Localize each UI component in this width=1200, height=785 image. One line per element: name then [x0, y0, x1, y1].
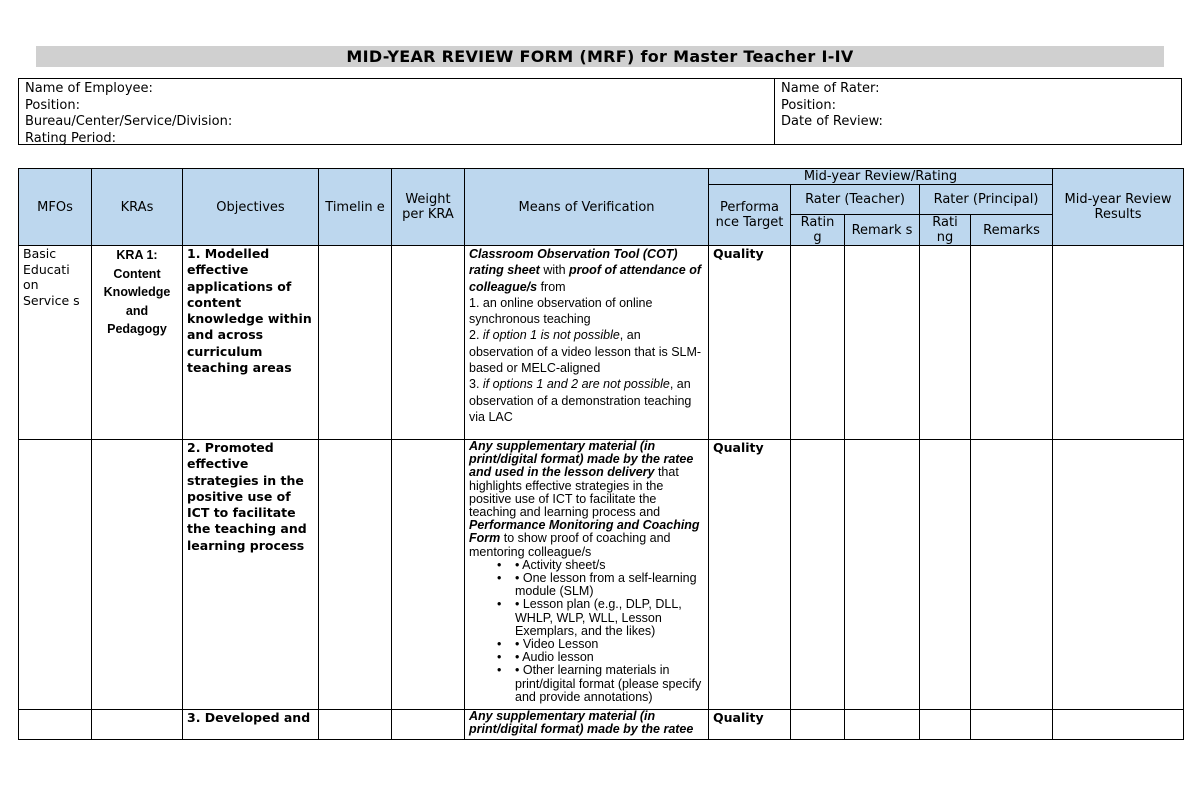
- rating-cell: [920, 440, 971, 710]
- remarks-cell: [971, 246, 1053, 440]
- employee-info-box: [18, 78, 1182, 145]
- objective-cell: 2. Promoted effective strategies in the positive use of ICT to facilitate the teaching and learning process: [183, 440, 319, 710]
- weight-cell: [392, 710, 465, 740]
- mov-highlight-text: that highlights effective strategies in the positive use of ICT to facilitate the teaching and learning process and: [469, 465, 679, 520]
- mfo-cell: [19, 440, 92, 710]
- kra-cell: [92, 440, 183, 710]
- header-kras: KRAs: [92, 169, 183, 246]
- rating-cell: [791, 710, 845, 740]
- results-cell: [1053, 710, 1184, 740]
- mov-option3-num: 3.: [469, 377, 483, 392]
- header-weight: Weight per KRA: [392, 169, 465, 246]
- rater-name-label: Name of Rater:: [781, 81, 880, 96]
- remarks-cell: [845, 440, 920, 710]
- table-row: [19, 246, 1184, 440]
- employee-position-label: Position:: [25, 97, 80, 113]
- header-objectives: Objectives: [183, 169, 319, 246]
- mov-proof-text: proof of attendance of colleague/s: [469, 263, 701, 294]
- mov-material-text: Any supplementary material (in print/digital format) made by the ratee and used in the lesson delivery: [469, 439, 694, 480]
- mov-list: [469, 559, 704, 704]
- header-rating-teacher: Ratin g: [791, 215, 845, 246]
- mov-proof-text: to show proof of coaching and mentoring colleague/s: [469, 531, 671, 559]
- header-mfos: MFOs: [19, 169, 92, 246]
- objective-cell: 1. Modelled effective applications of content knowledge within and across curriculum teaching areas: [183, 246, 319, 440]
- list-item: • • Video Lesson: [497, 638, 704, 651]
- header-results: Mid-year Review Results: [1053, 169, 1184, 246]
- rating-cell: [920, 246, 971, 440]
- review-table: [18, 168, 1184, 740]
- mov-option3-cond: if options 1 and 2 are not possible: [482, 377, 670, 392]
- table-row: [19, 440, 1184, 710]
- header-rater-principal: Rater (Principal): [920, 185, 1053, 215]
- rating-cell: [791, 246, 845, 440]
- rating-cell: [920, 710, 971, 740]
- mov-option1-text: 1. an online observation of online synchronous teaching: [469, 295, 653, 327]
- bureau-label: Bureau/Center/Service/Division:: [25, 114, 233, 129]
- objective-cell: 3. Developed and: [183, 710, 319, 740]
- rater-info-right: [781, 81, 883, 131]
- mov-material-text: Any supplementary material (in print/digital format) made by the ratee: [469, 709, 694, 737]
- remarks-cell: [845, 710, 920, 740]
- weight-cell: [392, 246, 465, 440]
- timeline-cell: [319, 246, 392, 440]
- header-performance-target: Performa nce Target: [709, 185, 791, 246]
- employee-info-left: [25, 81, 232, 147]
- performance-target-cell: Quality: [709, 710, 791, 740]
- mov-option2-cond: if option 1 is not possible: [482, 328, 620, 343]
- mfo-cell: Basic Educati on Service s: [19, 246, 92, 440]
- header-remarks-teacher: Remark s: [845, 215, 920, 246]
- remarks-cell: [845, 246, 920, 440]
- timeline-cell: [319, 710, 392, 740]
- mov-with-text: with: [539, 263, 570, 278]
- header-midyear-group: Mid-year Review/Rating: [709, 169, 1053, 185]
- results-cell: [1053, 246, 1184, 440]
- table-row: [19, 710, 1184, 740]
- rater-position-label: Position:: [781, 97, 836, 113]
- results-cell: [1053, 440, 1184, 710]
- employee-name-label: Name of Employee:: [25, 81, 153, 96]
- header-remarks-principal: Remarks: [971, 215, 1053, 246]
- header-rater-teacher: Rater (Teacher): [791, 185, 920, 215]
- list-item: • • Lesson plan (e.g., DLP, DLL, WHLP, WLP, WLL, Lesson Exemplars, and the likes): [497, 598, 704, 638]
- mov-option2-text: , an observation of a video lesson that is SLM-based or MELC-aligned: [469, 328, 702, 376]
- header-timeline: Timelin e: [319, 169, 392, 246]
- list-item: • • One lesson from a self-learning module (SLM): [497, 572, 704, 598]
- list-item: • • Audio lesson: [497, 651, 704, 664]
- mov-option3-text: , an observation of a demonstration teaching via LAC: [469, 377, 692, 424]
- timeline-cell: [319, 440, 392, 710]
- remarks-cell: [971, 710, 1053, 740]
- means-cell: [465, 440, 709, 710]
- mov-from-text: from: [537, 279, 566, 294]
- performance-target-cell: Quality: [709, 440, 791, 710]
- review-date-label: Date of Review:: [781, 114, 883, 129]
- list-item: • • Activity sheet/s: [497, 559, 704, 572]
- mov-form-text: Performance Monitoring and Coaching Form: [469, 518, 700, 546]
- mov-option2-num: 2.: [469, 328, 483, 343]
- form-title: MID-YEAR REVIEW FORM (MRF) for Master Teacher I-IV: [36, 46, 1164, 67]
- header-rating-principal: Rati ng: [920, 215, 971, 246]
- rating-period-label: Rating Period:: [25, 130, 116, 146]
- weight-cell: [392, 440, 465, 710]
- header-means: Means of Verification: [465, 169, 709, 246]
- list-item: • • Other learning materials in print/digital format (please specify and provide annotations): [497, 664, 704, 704]
- means-cell: [465, 246, 709, 440]
- means-cell: [465, 710, 709, 740]
- remarks-cell: [971, 440, 1053, 710]
- performance-target-cell: Quality: [709, 246, 791, 440]
- kra-cell: [92, 710, 183, 740]
- mov-cot-text: Classroom Observation Tool (COT) rating sheet: [469, 247, 678, 278]
- info-divider: [774, 79, 775, 144]
- kra-cell: KRA 1: Content Knowledge and Pedagogy: [92, 246, 183, 440]
- mfo-cell: [19, 710, 92, 740]
- rating-cell: [791, 440, 845, 710]
